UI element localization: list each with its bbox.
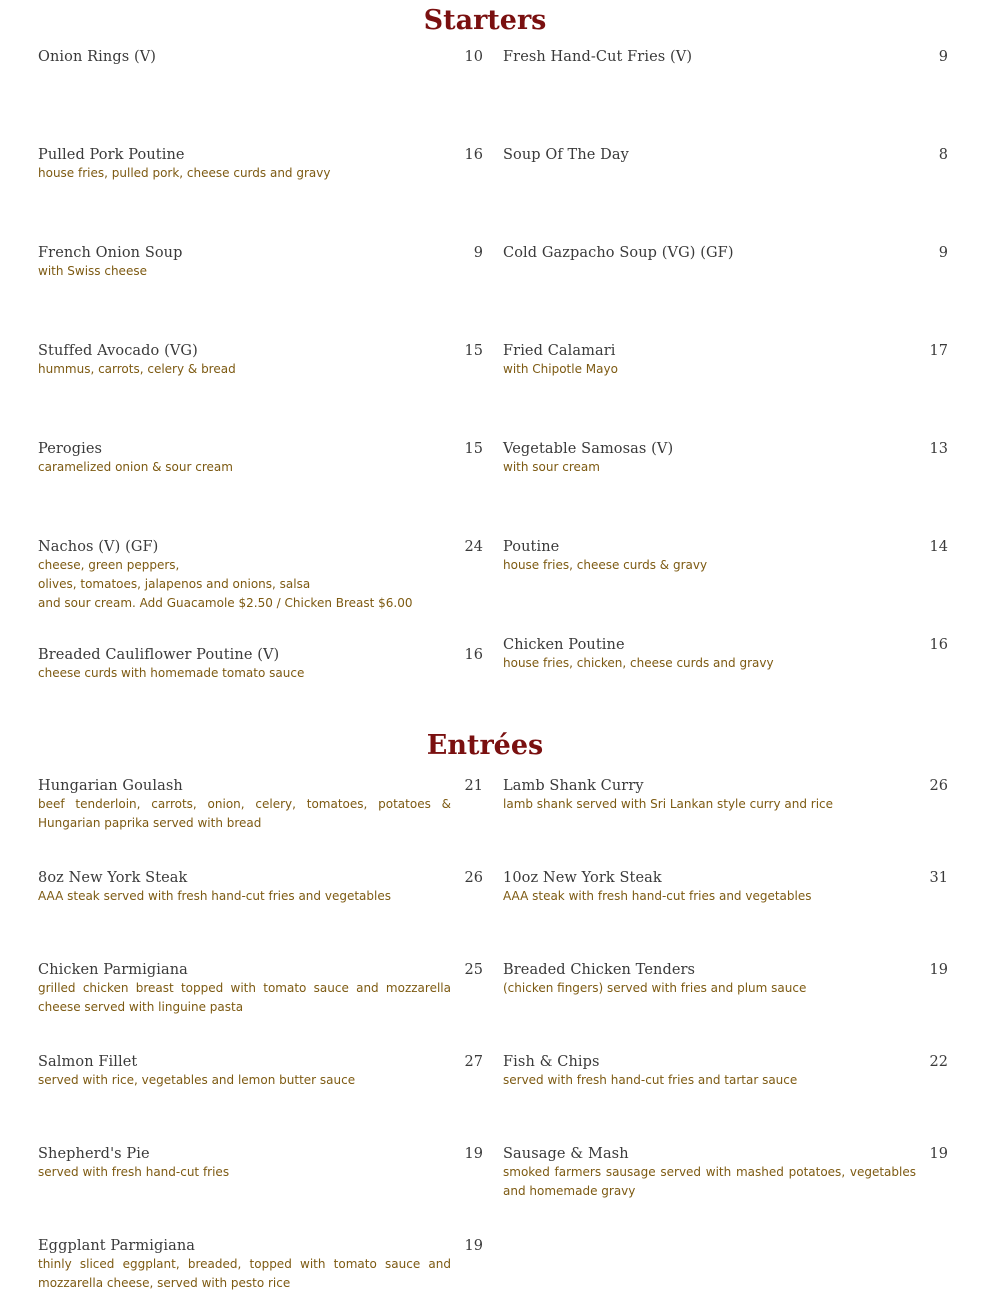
item-description: served with fresh hand-cut fries: [38, 1165, 230, 1179]
menu-item: [503, 961, 948, 998]
item-description: with Swiss cheese: [38, 264, 147, 278]
item-name: Vegetable Samosas (V): [503, 441, 674, 457]
menu-item: [503, 636, 948, 673]
item-price: 19: [464, 1238, 483, 1254]
menu-item: [503, 869, 948, 906]
item-name: Breaded Chicken Tenders: [503, 962, 696, 978]
menu-item: [503, 1053, 948, 1090]
item-price: 19: [929, 1146, 948, 1162]
item-price: 21: [464, 778, 483, 794]
item-name: Hungarian Goulash: [38, 778, 183, 794]
menu-item: [38, 342, 483, 379]
item-name: Soup Of The Day: [503, 147, 629, 163]
item-name: Fish & Chips: [503, 1054, 600, 1070]
menu-item: [38, 146, 483, 183]
item-name: Poutine: [503, 539, 560, 555]
item-price: 9: [473, 245, 483, 261]
menu-item: [503, 1145, 948, 1201]
item-name: Lamb Shank Curry: [503, 778, 644, 794]
menu-item: [38, 646, 483, 683]
description-line: and sour cream. Add Guacamole $2.50 / Chicken Breast $6.00: [38, 596, 413, 610]
item-description: [38, 556, 483, 613]
item-description: caramelized onion & sour cream: [38, 460, 233, 474]
item-name: Sausage & Mash: [503, 1146, 629, 1162]
menu-item: [38, 1053, 483, 1090]
item-price: 19: [464, 1146, 483, 1162]
menu-item: [503, 342, 948, 379]
menu-item: [503, 777, 948, 814]
item-name: 8oz New York Steak: [38, 870, 188, 886]
item-name: Onion Rings (V): [38, 49, 157, 65]
menu-item: [38, 869, 483, 906]
item-price: 26: [929, 778, 948, 794]
description-line: cheese, green peppers,: [38, 558, 180, 572]
entrees-heading: Entrées: [426, 730, 544, 761]
item-description: house fries, chicken, cheese curds and gravy: [503, 656, 774, 670]
item-description: AAA steak served with fresh hand-cut fries and vegetables: [38, 889, 391, 903]
item-price: 16: [929, 637, 948, 653]
item-description: grilled chicken breast topped with tomato sauce and mozzarella cheese served with linguine pasta: [38, 981, 451, 1014]
item-description: (chicken fingers) served with fries and plum sauce: [503, 981, 807, 995]
item-name: Nachos (V) (GF): [38, 539, 159, 555]
item-name: Breaded Cauliflower Poutine (V): [38, 647, 280, 663]
item-description: served with fresh hand-cut fries and tartar sauce: [503, 1073, 798, 1087]
item-description: lamb shank served with Sri Lankan style curry and rice: [503, 797, 834, 811]
item-name: Chicken Poutine: [503, 637, 625, 653]
item-description: cheese curds with homemade tomato sauce: [38, 666, 305, 680]
item-description: AAA steak with fresh hand-cut fries and vegetables: [503, 889, 812, 903]
item-name: Fried Calamari: [503, 343, 616, 359]
menu-item: [38, 440, 483, 477]
item-price: 15: [464, 441, 483, 457]
menu-item: [503, 48, 948, 66]
item-price: 19: [929, 962, 948, 978]
item-description: thinly sliced eggplant, breaded, topped with tomato sauce and mozzarella cheese, served with pesto rice: [38, 1257, 451, 1290]
item-price: 31: [929, 870, 948, 886]
item-name: Shepherd's Pie: [38, 1146, 150, 1162]
menu-item: [503, 146, 948, 164]
menu-item: [38, 538, 483, 613]
item-price: 9: [938, 245, 948, 261]
item-price: 17: [929, 343, 948, 359]
item-price: 9: [938, 49, 948, 65]
item-price: 10: [464, 49, 483, 65]
item-name: Salmon Fillet: [38, 1054, 138, 1070]
item-description: beef tenderloin, carrots, onion, celery, tomatoes, potatoes & Hungarian paprika served with bread: [38, 797, 451, 830]
menu-item: [503, 244, 948, 262]
item-price: 27: [464, 1054, 483, 1070]
item-description: with sour cream: [503, 460, 600, 474]
item-price: 22: [929, 1054, 948, 1070]
menu-item: [503, 440, 948, 477]
item-name: Chicken Parmigiana: [38, 962, 188, 978]
item-price: 26: [464, 870, 483, 886]
menu-item: [38, 1237, 483, 1293]
starters-heading: Starters: [423, 5, 547, 36]
menu-item: [38, 244, 483, 281]
item-name: French Onion Soup: [38, 245, 183, 261]
item-description: smoked farmers sausage served with mashed potatoes, vegetables and homemade gravy: [503, 1165, 916, 1198]
description-line: olives, tomatoes, jalapenos and onions, salsa: [38, 577, 311, 591]
menu-item: [38, 777, 483, 833]
item-description: with Chipotle Mayo: [503, 362, 618, 376]
item-name: Fresh Hand-Cut Fries (V): [503, 49, 693, 65]
item-description: house fries, cheese curds & gravy: [503, 558, 708, 572]
item-name: Stuffed Avocado (VG): [38, 343, 198, 359]
menu-item: [38, 48, 483, 66]
item-name: 10oz New York Steak: [503, 870, 662, 886]
item-name: Eggplant Parmigiana: [38, 1238, 196, 1254]
item-price: 15: [464, 343, 483, 359]
item-price: 14: [929, 539, 948, 555]
item-description: served with rice, vegetables and lemon butter sauce: [38, 1073, 356, 1087]
menu-item: [503, 538, 948, 575]
item-name: Perogies: [38, 441, 103, 457]
item-price: 16: [464, 147, 483, 163]
item-price: 13: [929, 441, 948, 457]
item-description: hummus, carrots, celery & bread: [38, 362, 236, 376]
menu-item: [38, 961, 483, 1017]
item-name: Pulled Pork Poutine: [38, 147, 185, 163]
item-price: 8: [938, 147, 948, 163]
item-price: 16: [464, 647, 483, 663]
item-price: 25: [464, 962, 483, 978]
item-description: house fries, pulled pork, cheese curds and gravy: [38, 166, 331, 180]
menu-item: [38, 1145, 483, 1182]
item-price: 24: [464, 539, 483, 555]
item-name: Cold Gazpacho Soup (VG) (GF): [503, 245, 734, 261]
